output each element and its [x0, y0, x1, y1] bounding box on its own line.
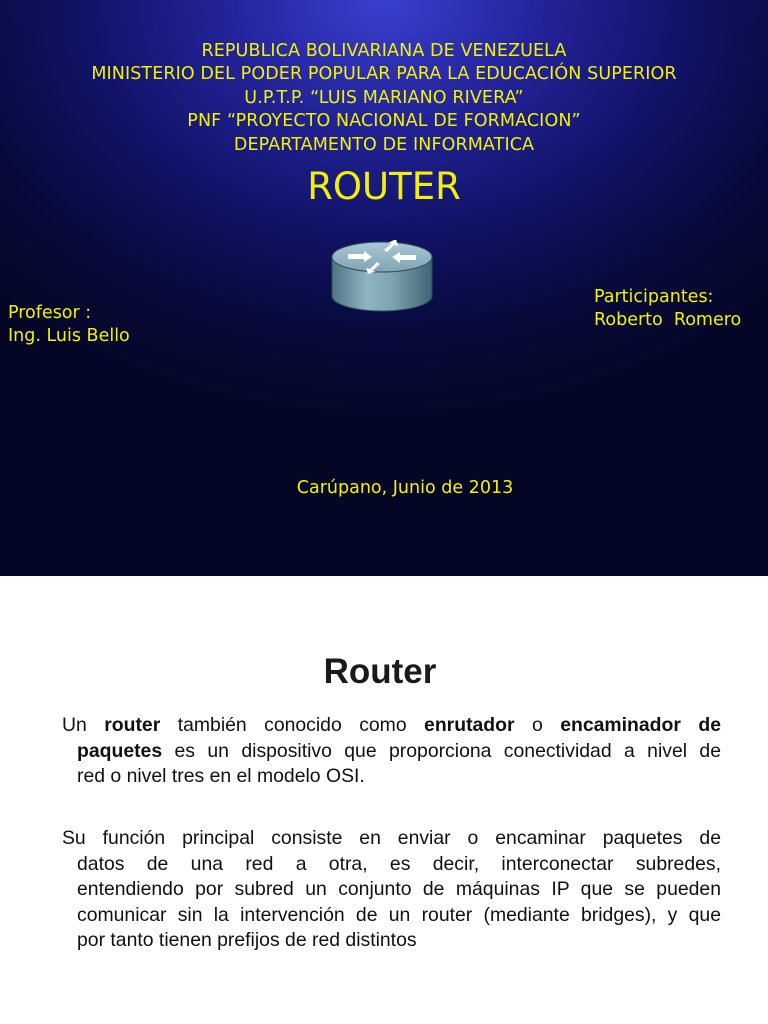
paragraph-line	[62, 739, 721, 765]
term-paquetes: paquetes	[77, 739, 163, 762]
header-line-department: DEPARTAMENTO DE INFORMATICA	[233, 134, 535, 155]
paragraph-line	[62, 713, 721, 739]
definition-slide	[0, 576, 768, 1024]
participants-label: Participantes:	[594, 287, 714, 307]
participant-name: Roberto Romero	[594, 310, 742, 330]
professor-block	[8, 302, 130, 348]
cover-title: ROUTER	[307, 165, 461, 208]
professor-label: Profesor :	[8, 303, 92, 323]
term-encaminador: encaminador de	[560, 714, 721, 736]
paragraph-line: red o nivel tres en el modelo OSI.	[77, 765, 365, 787]
place-date: Carúpano, Junio de 2013	[296, 478, 514, 498]
paragraph-line: datos de una red a otra, es decir, interconectar subredes,	[77, 852, 721, 875]
text-run: también conocido como	[160, 714, 425, 736]
text-run: o	[514, 714, 561, 736]
professor-name: Ing. Luis Bello	[8, 326, 130, 346]
header-line-ministry: MINISTERIO DEL PODER POPULAR PARA LA EDUCACIÓN SUPERIOR	[91, 64, 677, 85]
paragraph-line: Su función principal consiste en enviar o encaminar paquetes de	[62, 827, 721, 849]
paragraph-line: por tanto tienen prefijos de red distintos	[77, 929, 417, 951]
paragraph-line: comunicar sin la intervención de un router (mediante bridges), y que	[77, 903, 721, 926]
router-icon-graphic	[330, 240, 434, 314]
slide-title: Router	[323, 652, 437, 691]
paragraph-line: entendiendo por subred un conjunto de máquinas IP que se pueden	[77, 878, 721, 900]
function-paragraph	[62, 826, 721, 954]
participants-block	[594, 286, 741, 332]
definition-paragraph	[62, 713, 721, 790]
header-line-program: PNF “PROYECTO NACIONAL DE FORMACION”	[187, 111, 581, 132]
term-enrutador: enrutador	[424, 714, 515, 736]
term-router: router	[104, 714, 161, 736]
header-line-country: REPUBLICA BOLIVARIANA DE VENEZUELA	[201, 41, 567, 61]
text-run: Un	[62, 714, 105, 736]
router-icon	[330, 240, 434, 314]
header-line-university: U.P.T.P. “LUIS MARIANO RIVERA”	[244, 87, 524, 108]
text-run: es un dispositivo que proporciona conectividad a nivel de	[162, 739, 721, 762]
institution-header	[0, 40, 768, 157]
